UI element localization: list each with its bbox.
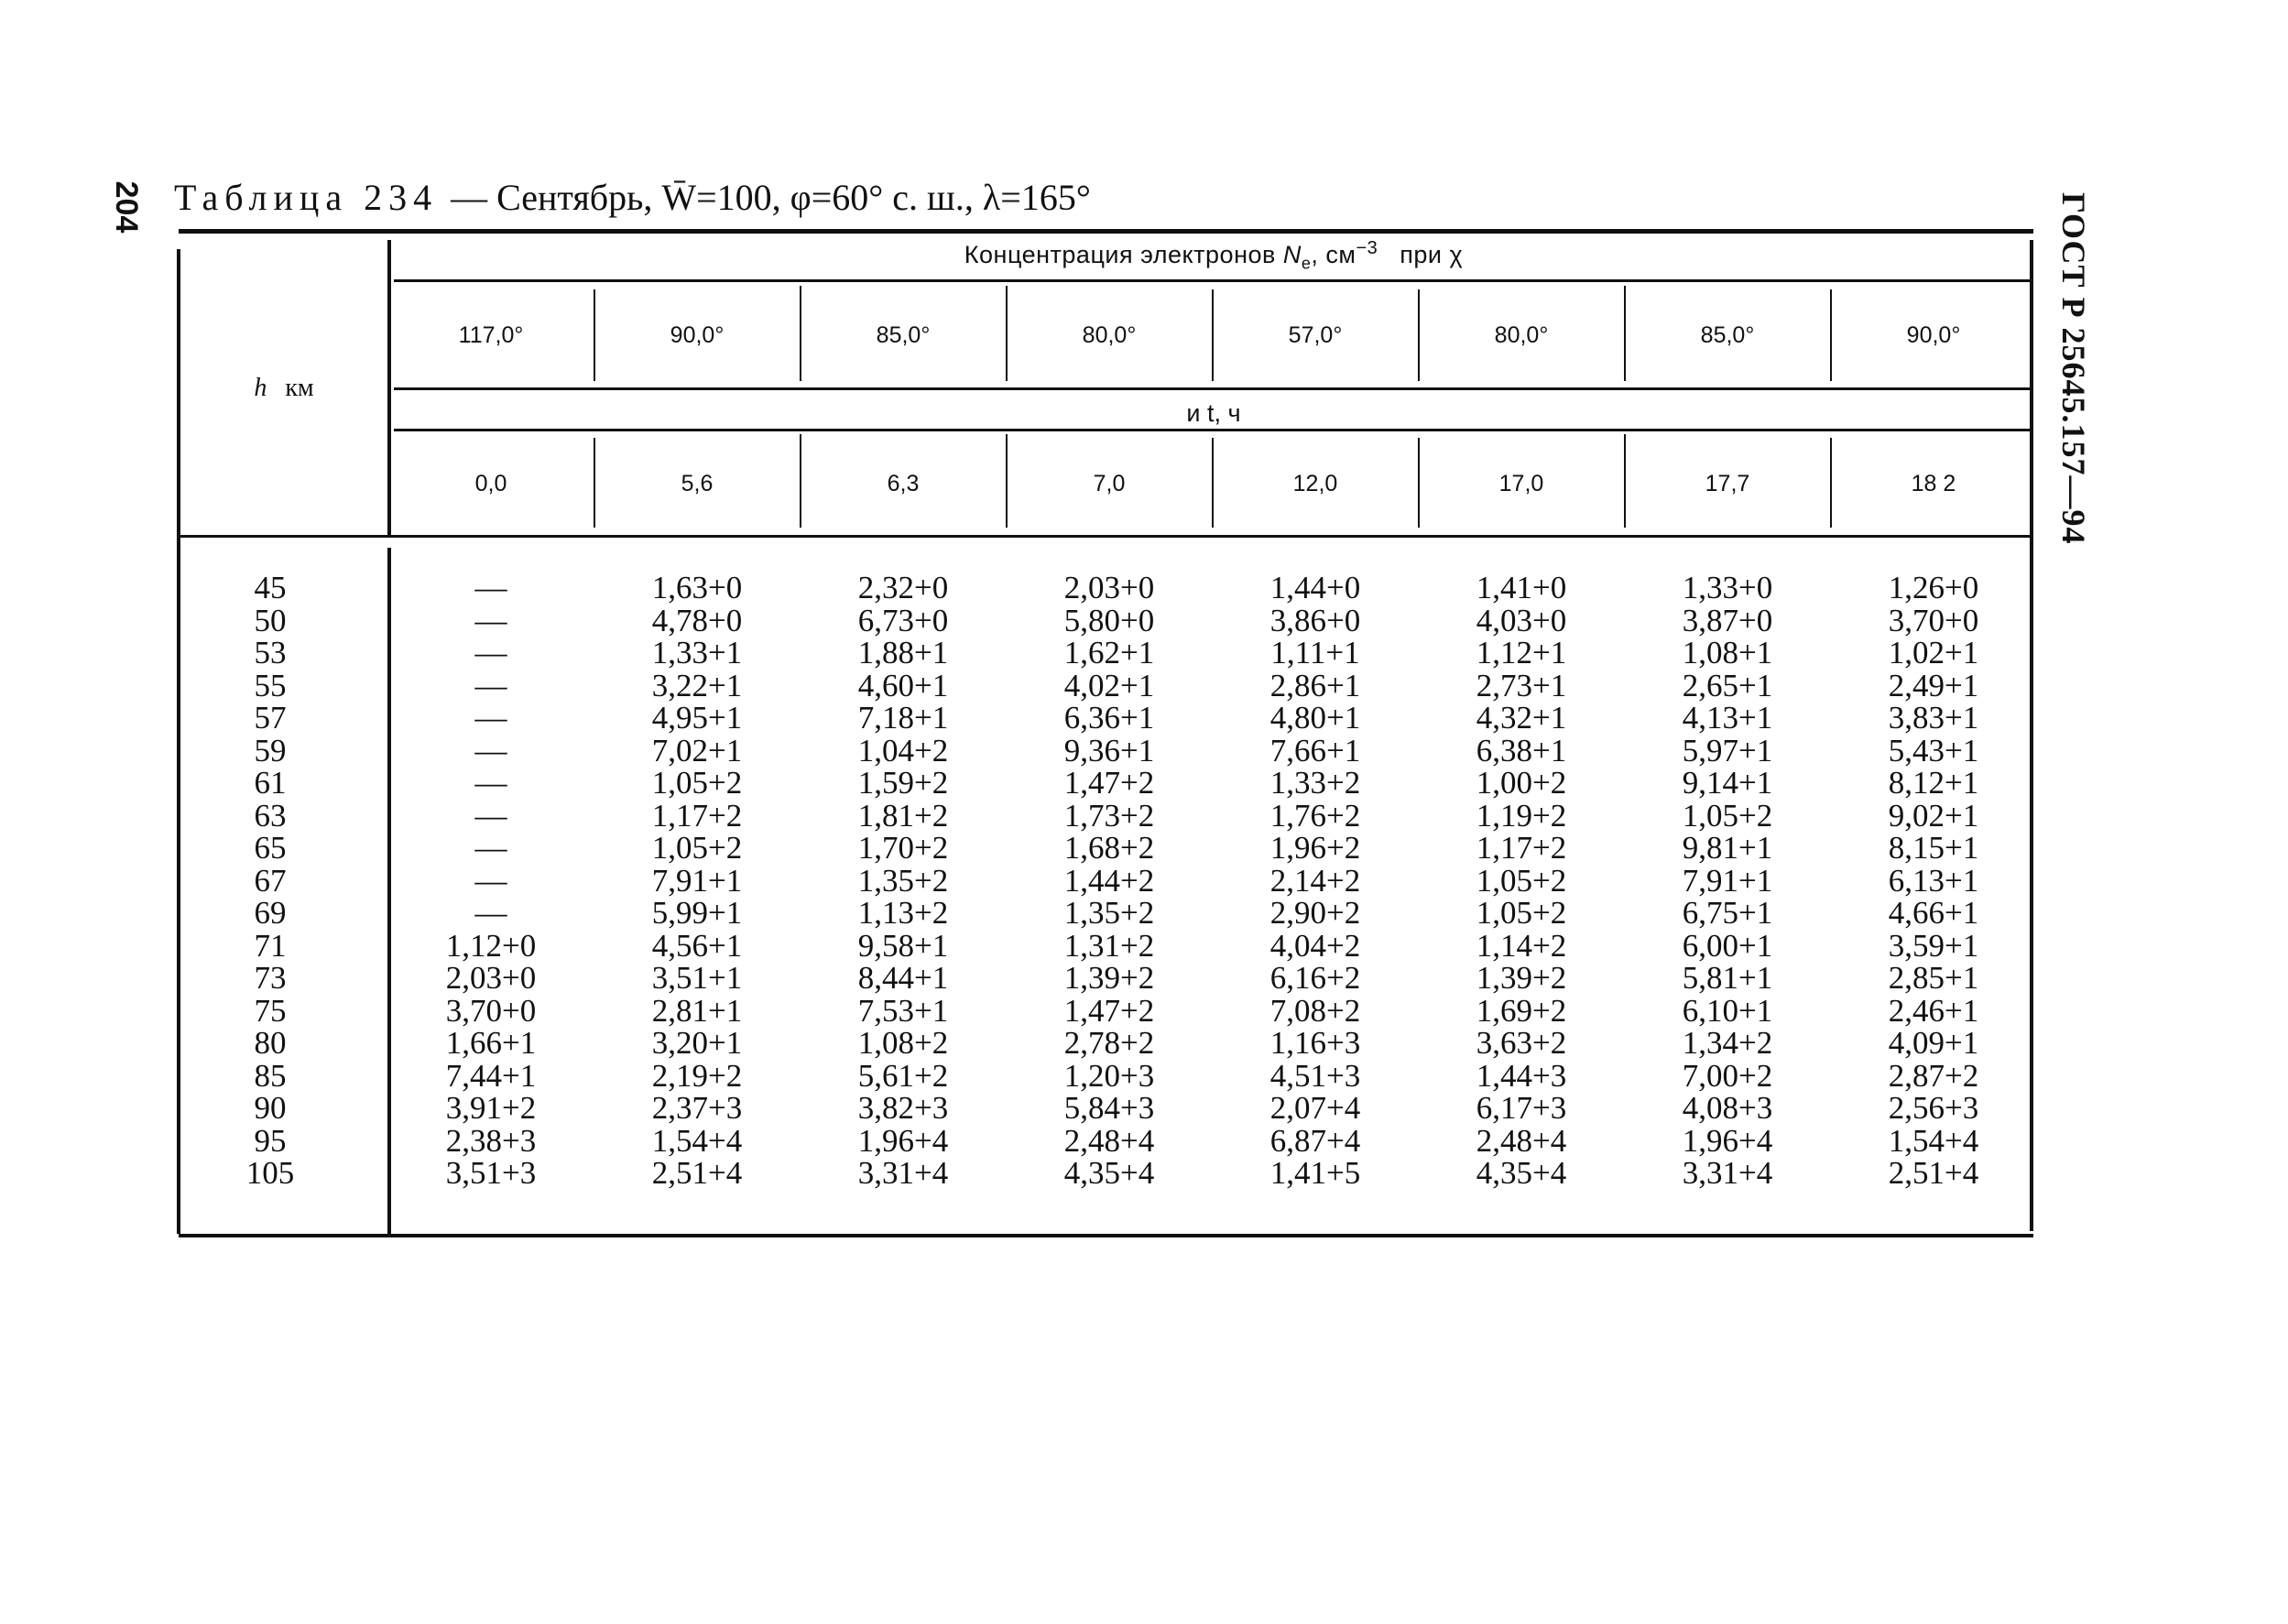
concentration-cell: 5,81+1 [1682, 960, 1773, 996]
concentration-cell: 6,36+1 [1063, 700, 1155, 736]
altitude-cell: 90 [254, 1090, 287, 1126]
concentration-cell: 9,02+1 [1888, 797, 1979, 834]
concentration-cell: 3,70+0 [1888, 602, 1979, 638]
concentration-cell: 1,47+2 [1063, 765, 1155, 801]
chi-header-cell: 90,0° [1906, 322, 1961, 348]
table-row [0, 732, 2288, 768]
concentration-cell: 1,39+2 [1476, 960, 1567, 996]
table-title-text: — Сентябрь, W̄=100, φ=60° с. ш., λ=165° [451, 177, 1091, 218]
concentration-cell: 3,86+0 [1269, 602, 1361, 638]
concentration-cell: 1,68+2 [1063, 830, 1155, 866]
concentration-cell: 1,34+2 [1682, 1025, 1773, 1061]
concentration-cell: 2,87+2 [1888, 1057, 1979, 1094]
concentration-cell: 1,12+1 [1476, 635, 1567, 670]
concentration-cell: — [474, 895, 507, 931]
t-header-cell: 5,6 [681, 471, 714, 496]
concentration-cell: 1,59+2 [857, 765, 949, 801]
altitude-cell: 53 [254, 635, 287, 670]
table-row [0, 702, 2288, 735]
concentration-cell: 3,83+1 [1888, 700, 1979, 736]
concentration-cell: 6,16+2 [1269, 960, 1361, 996]
concentration-cell: 2,56+3 [1888, 1090, 1979, 1126]
concentration-cell: 6,75+1 [1682, 895, 1773, 931]
concentration-cell: 5,43+1 [1888, 732, 1979, 768]
table-row [0, 572, 2288, 605]
concentration-cell: 1,96+2 [1269, 830, 1361, 866]
chi-row-underline [394, 387, 2030, 390]
concentration-cell: 3,22+1 [651, 667, 743, 703]
concentration-cell: 1,73+2 [1063, 797, 1155, 834]
concentration-cell: 2,37+3 [651, 1090, 743, 1126]
concentration-cell: 3,70+0 [445, 992, 537, 1029]
concentration-cell: 2,78+2 [1063, 1025, 1155, 1061]
header-bottom-rule [179, 535, 2033, 538]
concentration-cell: — [474, 765, 507, 801]
concentration-cell: — [474, 862, 507, 899]
concentration-cell: 2,03+0 [445, 960, 537, 996]
concentration-cell: 1,19+2 [1476, 797, 1567, 834]
concentration-cell: 7,91+1 [651, 862, 743, 899]
standard-number: ГОСТ Р 25645.157—94 [2055, 192, 2092, 545]
concentration-cell: 4,51+3 [1269, 1057, 1361, 1094]
concentration-cell: 4,03+0 [1476, 602, 1567, 638]
and-t-header: и t, ч [1186, 399, 1241, 427]
concentration-cell: 1,39+2 [1063, 960, 1155, 996]
concentration-cell: 2,90+2 [1269, 895, 1361, 931]
concentration-cell: 1,33+1 [651, 635, 743, 670]
concentration-cell: 4,08+3 [1682, 1090, 1773, 1126]
table-top-rule [179, 229, 2033, 234]
concentration-cell: 3,91+2 [445, 1090, 537, 1126]
concentration-cell: — [474, 635, 507, 670]
concentration-cell: 5,61+2 [857, 1057, 949, 1094]
concentration-underline [394, 279, 2030, 282]
altitude-cell: 105 [245, 1155, 295, 1191]
concentration-cell: 2,48+4 [1063, 1122, 1155, 1159]
altitude-cell: 95 [254, 1122, 287, 1159]
concentration-cell: 5,97+1 [1682, 732, 1773, 768]
concentration-cell: 5,84+3 [1063, 1090, 1155, 1126]
altitude-cell: 55 [254, 667, 287, 703]
concentration-cell: 9,14+1 [1682, 765, 1773, 801]
concentration-cell: 4,60+1 [857, 667, 949, 703]
concentration-cell: 1,69+2 [1476, 992, 1567, 1029]
concentration-cell: — [474, 830, 507, 866]
ne-symbol: N [1282, 241, 1302, 268]
concentration-cell: 1,44+2 [1063, 862, 1155, 899]
table-row [0, 602, 2288, 638]
t-header-cell: 17,7 [1705, 471, 1750, 496]
table-bottom-rule [179, 1234, 2033, 1237]
concentration-cell: 8,15+1 [1888, 830, 1979, 866]
concentration-cell: 9,58+1 [857, 927, 949, 964]
concentration-cell: 4,09+1 [1888, 1025, 1979, 1061]
altitude-cell: 59 [254, 732, 287, 768]
table-row [0, 862, 2288, 899]
concentration-cell: 2,73+1 [1476, 667, 1567, 703]
concentration-cell: 2,07+4 [1269, 1090, 1361, 1126]
concentration-cell: 2,48+4 [1476, 1122, 1567, 1159]
t-label-underline [394, 429, 2030, 431]
table-row [0, 1157, 2288, 1190]
h-symbol: h [254, 374, 267, 402]
concentration-cell: 6,00+1 [1682, 927, 1773, 964]
concentration-cell: 3,87+0 [1682, 602, 1773, 638]
t-header-cell: 0,0 [474, 471, 507, 496]
concentration-cell: 1,13+2 [857, 895, 949, 931]
concentration-cell: 3,51+3 [445, 1155, 537, 1191]
table-row [0, 927, 2288, 964]
altitude-cell: 63 [254, 797, 287, 834]
concentration-cell: 1,76+2 [1269, 797, 1361, 834]
concentration-cell: — [474, 570, 507, 605]
altitude-cell: 65 [254, 830, 287, 866]
concentration-cell: 1,35+2 [1063, 895, 1155, 931]
concentration-cell: 1,20+3 [1063, 1057, 1155, 1094]
concentration-cell: — [474, 732, 507, 768]
concentration-cell: 4,35+4 [1063, 1155, 1155, 1191]
concentration-cell: 1,17+2 [651, 797, 743, 834]
concentration-cell: 2,46+1 [1888, 992, 1979, 1029]
concentration-cell: 1,41+5 [1269, 1155, 1361, 1191]
altitude-cell: 85 [254, 1057, 287, 1094]
table-row [0, 832, 2288, 865]
concentration-cell: 9,81+1 [1682, 830, 1773, 866]
concentration-cell: — [474, 700, 507, 736]
chi-header-cell: 57,0° [1288, 322, 1343, 348]
concentration-cell: 7,44+1 [445, 1057, 537, 1094]
chi-header-cell: 117,0° [458, 322, 524, 348]
concentration-cell: 4,32+1 [1476, 700, 1567, 736]
chi-header-cell: 80,0° [1494, 322, 1549, 348]
concentration-cell: 5,80+0 [1063, 602, 1155, 638]
altitude-cell: 61 [254, 765, 287, 801]
unit-exponent: −3 [1356, 238, 1378, 258]
concentration-cell: — [474, 667, 507, 703]
concentration-cell: 7,00+2 [1682, 1057, 1773, 1094]
altitude-cell: 69 [254, 895, 287, 931]
concentration-cell: 1,26+0 [1888, 570, 1979, 605]
concentration-cell: 1,05+2 [651, 765, 743, 801]
concentration-cell: 2,32+0 [857, 570, 949, 605]
h-column-header [179, 374, 389, 403]
page-number: 204 [109, 180, 145, 234]
concentration-cell: 1,04+2 [857, 732, 949, 768]
concentration-cell: 3,63+2 [1476, 1025, 1567, 1061]
altitude-cell: 75 [254, 992, 287, 1029]
concentration-cell: 6,13+1 [1888, 862, 1979, 899]
concentration-cell: 6,17+3 [1476, 1090, 1567, 1126]
concentration-cell: 6,73+0 [857, 602, 949, 638]
table-row [0, 1027, 2288, 1060]
table-row [0, 1057, 2288, 1094]
concentration-cell: 3,51+1 [651, 960, 743, 996]
concentration-cell: 8,44+1 [857, 960, 949, 996]
concentration-cell: 1,02+1 [1888, 635, 1979, 670]
concentration-cell: 1,66+1 [445, 1025, 537, 1061]
altitude-cell: 73 [254, 960, 287, 996]
concentration-cell: 2,65+1 [1682, 667, 1773, 703]
t-header-cell: 7,0 [1093, 471, 1126, 496]
concentration-cell: 1,96+4 [857, 1122, 949, 1159]
concentration-cell: 7,66+1 [1269, 732, 1361, 768]
concentration-header [394, 238, 2033, 273]
concentration-cell: 1,08+2 [857, 1025, 949, 1061]
concentration-cell: 1,17+2 [1476, 830, 1567, 866]
concentration-cell: 2,51+4 [651, 1155, 743, 1191]
concentration-cell: 4,13+1 [1682, 700, 1773, 736]
t-header-cell: 17,0 [1498, 471, 1544, 496]
concentration-cell: 2,19+2 [651, 1057, 743, 1094]
concentration-cell: 1,05+2 [651, 830, 743, 866]
concentration-cell: 4,80+1 [1269, 700, 1361, 736]
concentration-cell: 4,35+4 [1476, 1155, 1567, 1191]
concentration-cell: 1,05+2 [1476, 895, 1567, 931]
concentration-cell: 1,12+0 [445, 927, 537, 964]
concentration-cell: 1,88+1 [857, 635, 949, 670]
concentration-cell: 1,31+2 [1063, 927, 1155, 964]
concentration-cell: 2,14+2 [1269, 862, 1361, 899]
concentration-cell: 8,12+1 [1888, 765, 1979, 801]
concentration-cell: 2,03+0 [1063, 570, 1155, 605]
concentration-cell: 1,54+4 [651, 1122, 743, 1159]
altitude-cell: 80 [254, 1025, 287, 1061]
t-header-cell: 6,3 [887, 471, 920, 496]
concentration-cell: 1,63+0 [651, 570, 743, 605]
concentration-cell: 4,95+1 [651, 700, 743, 736]
table-row [0, 897, 2288, 930]
concentration-cell: 1,96+4 [1682, 1122, 1773, 1159]
concentration-cell: 1,33+2 [1269, 765, 1361, 801]
concentration-cell: 3,31+4 [857, 1155, 949, 1191]
chi-header-cell: 85,0° [876, 322, 931, 348]
altitude-cell: 71 [254, 927, 287, 964]
at-chi-label: при χ [1400, 241, 1464, 268]
concentration-cell: 1,44+3 [1476, 1057, 1567, 1094]
table-row [0, 667, 2288, 703]
t-header-cell: 18 2 [1911, 471, 1956, 496]
concentration-cell: 7,08+2 [1269, 992, 1361, 1029]
concentration-cell: 3,82+3 [857, 1090, 949, 1126]
concentration-cell: 6,87+4 [1269, 1122, 1361, 1159]
table-title-prefix: Таблица 234 [174, 177, 439, 218]
concentration-cell: 1,62+1 [1063, 635, 1155, 670]
table-title [174, 176, 1091, 219]
concentration-cell: 1,00+2 [1476, 765, 1567, 801]
altitude-cell: 57 [254, 700, 287, 736]
altitude-cell: 50 [254, 602, 287, 638]
concentration-cell: 3,59+1 [1888, 927, 1979, 964]
table-row [0, 1092, 2288, 1125]
t-header-cell: 12,0 [1292, 471, 1338, 496]
concentration-cell: 6,38+1 [1476, 732, 1567, 768]
concentration-cell: 2,51+4 [1888, 1155, 1979, 1191]
concentration-cell: 3,20+1 [651, 1025, 743, 1061]
concentration-cell: 4,66+1 [1888, 895, 1979, 931]
concentration-cell: 3,31+4 [1682, 1155, 1773, 1191]
concentration-cell: 1,70+2 [857, 830, 949, 866]
h-unit: км [285, 374, 314, 402]
concentration-cell: 4,78+0 [651, 602, 743, 638]
concentration-cell: 2,86+1 [1269, 667, 1361, 703]
concentration-cell: 9,36+1 [1063, 732, 1155, 768]
ne-subscript: e [1301, 254, 1312, 273]
table-row [0, 992, 2288, 1029]
concentration-cell: 4,56+1 [651, 927, 743, 964]
concentration-cell: 1,16+3 [1269, 1025, 1361, 1061]
concentration-cell: 1,35+2 [857, 862, 949, 899]
table-row [0, 767, 2288, 800]
concentration-label: Концентрация электронов [964, 241, 1276, 268]
concentration-cell: 1,08+1 [1682, 635, 1773, 670]
concentration-cell: — [474, 602, 507, 638]
concentration-cell: 5,99+1 [651, 895, 743, 931]
concentration-cell: 7,18+1 [857, 700, 949, 736]
table-row [0, 1122, 2288, 1159]
chi-header-cell: 90,0° [670, 322, 725, 348]
concentration-cell: — [474, 797, 507, 834]
concentration-cell: 1,33+0 [1682, 570, 1773, 605]
chi-header-cell: 85,0° [1700, 322, 1755, 348]
table-row [0, 962, 2288, 995]
concentration-cell: 2,38+3 [445, 1122, 537, 1159]
concentration-cell: 1,54+4 [1888, 1122, 1979, 1159]
table-row [0, 637, 2288, 670]
concentration-cell: 2,85+1 [1888, 960, 1979, 996]
concentration-cell: 1,44+0 [1269, 570, 1361, 605]
concentration-cell: 7,53+1 [857, 992, 949, 1029]
altitude-cell: 67 [254, 862, 287, 899]
table-row [0, 797, 2288, 834]
concentration-cell: 2,81+1 [651, 992, 743, 1029]
concentration-cell: 7,02+1 [651, 732, 743, 768]
concentration-cell: 1,05+2 [1476, 862, 1567, 899]
concentration-cell: 1,81+2 [857, 797, 949, 834]
concentration-cell: 1,11+1 [1270, 635, 1360, 670]
concentration-cell: 4,04+2 [1269, 927, 1361, 964]
concentration-cell: 1,14+2 [1476, 927, 1567, 964]
concentration-cell: 7,91+1 [1682, 862, 1773, 899]
concentration-cell: 2,49+1 [1888, 667, 1979, 703]
unit-label: , см [1311, 241, 1356, 268]
concentration-cell: 1,41+0 [1476, 570, 1567, 605]
concentration-cell: 4,02+1 [1063, 667, 1155, 703]
concentration-cell: 1,05+2 [1682, 797, 1773, 834]
concentration-cell: 6,10+1 [1682, 992, 1773, 1029]
chi-header-cell: 80,0° [1082, 322, 1137, 348]
concentration-cell: 1,47+2 [1063, 992, 1155, 1029]
altitude-cell: 45 [254, 570, 287, 605]
